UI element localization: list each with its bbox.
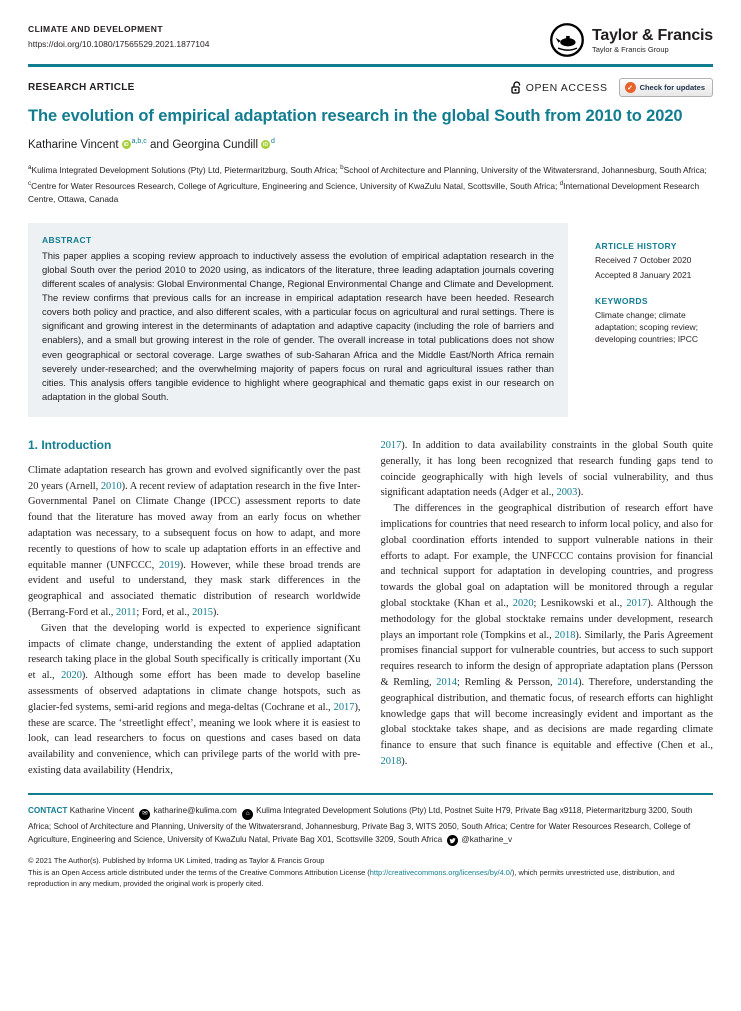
- text-run: Given that the developing world is expected to experience significant impacts of climate change, understanding the extent of applied adaptation research taking place in the global South specifically is critically important (Xu et al.,: [28, 622, 361, 682]
- citation-link[interactable]: 2017: [626, 597, 648, 609]
- building-icon: ⌂: [242, 809, 253, 820]
- text-run: ).: [577, 487, 584, 499]
- contact-block: [28, 804, 713, 847]
- left-column: [28, 438, 361, 779]
- copyright-line1: © 2021 The Author(s). Published by Informa UK Limited, trading as Taylor & Francis Group: [28, 856, 325, 866]
- check-for-updates-label: Check for updates: [639, 83, 705, 92]
- banner-right: [511, 78, 713, 97]
- text-run: ; Lesnikowski et al.,: [533, 597, 627, 609]
- orcid-icon[interactable]: iD: [263, 141, 269, 148]
- publisher-text: [592, 27, 713, 54]
- contact-label: CONTACT: [28, 806, 68, 816]
- text-run: ), which permits unrestricted use, distribution, and reproduction in any medium, provided the original work is properly cited.: [28, 868, 675, 888]
- text-run: The differences in the geographical distribution of research effort have implications for countries that need research to inform local policy, and also for global coordination efforts intended to support vulnerable nations in their efforts to adapt. For example, the UNFCCC contains provision for financial and technical support for adaptation in developing countries, and progress towards the global goal on adaptation will be monitored through a regular global stocktake (Khan et al.,: [380, 503, 713, 609]
- twitter-handle-link[interactable]: @katharine_v: [461, 835, 513, 845]
- text-run: ). Although the methodology for the global stocktake remains under development, research plays an important role (Tompkins et al.,: [380, 597, 713, 641]
- article-history: [595, 241, 713, 282]
- article-type-label: RESEARCH ARTICLE: [28, 82, 135, 93]
- paragraph: [381, 438, 714, 501]
- citation-link[interactable]: 2017: [333, 701, 355, 713]
- keywords: [595, 296, 713, 346]
- paragraph: [28, 463, 361, 621]
- contact-email-link[interactable]: katharine@kulima.com: [153, 806, 237, 816]
- citation-link[interactable]: http://creativecommons.org/licenses/by/4.0/: [369, 868, 512, 878]
- text-run: ; Ford, et al.,: [136, 606, 193, 618]
- citation-link[interactable]: 2003: [556, 487, 578, 499]
- twitter-icon: [447, 835, 458, 846]
- journal-info: [28, 24, 210, 52]
- citation-link[interactable]: 2011: [116, 606, 137, 618]
- author-affil-sups: d: [271, 138, 275, 145]
- copyright-block: [28, 856, 713, 889]
- affiliation-superscript: c: [28, 180, 32, 188]
- publisher-logo: [549, 22, 713, 58]
- authors-joiner: and: [146, 138, 173, 151]
- accepted-date: Accepted 8 January 2021: [595, 270, 692, 281]
- text-run: ). However, while these broad trends are evident and useful to understand, they mask stark differences in the geographical and associated thematic distribution of research worldwide (Berrang-Ford et al.,: [28, 559, 361, 618]
- text-run: Climate adaptation research has grown and evolved significantly over the past 20 years (Arnell,: [28, 464, 361, 492]
- text-run: ; Remling & Persson,: [457, 676, 558, 688]
- doi-link[interactable]: https://doi.org/10.1080/17565529.2021.1877104: [28, 39, 210, 49]
- citation-link[interactable]: 2015: [192, 606, 213, 618]
- journal-name: CLIMATE AND DEVELOPMENT: [28, 24, 164, 34]
- publisher-name: Taylor & Francis: [592, 26, 713, 44]
- affiliation-superscript: a: [28, 163, 32, 171]
- footer-divider: [28, 793, 713, 796]
- publisher-group: Taylor & Francis Group: [592, 44, 669, 54]
- abstract-label: ABSTRACT: [42, 234, 92, 245]
- abstract-text: This paper applies a scoping review approach to inductively assess the evolution of empirical adaptation research in the global South over the period 2010 to 2020 using, as indicators of the literature, three leading adaptation journals covering different scales of analysis: Global Environmental Change, Regional Environmental Change and Climate and Development. The review confirms that previous calls for an increase in empirical adaptation research have been heeded. Research covers both policy and practice, and also different scales, with a particular focus on agricultural and rural settings. There is significant and growing interest in the determinants of adaptation and adaptive capacity (including the role of barriers and enablers), and a small but growing interest in the role of gender. The overall increase in total publications does not show even geographical or sectoral coverage. Large swathes of sub-Saharan Africa and the Middle East/North Africa remain severely under-researched; and the overwhelming majority of papers focus on rural and agricultural issues rather than cities. This analysis offers tangible evidence to highlight where geographical and thematic gaps exist in our research on adaptation in the global South.: [42, 249, 554, 402]
- abstract-box: [28, 223, 568, 417]
- taylor-francis-lamp-icon: [549, 22, 585, 58]
- article-body: [28, 438, 713, 779]
- paragraph: [381, 501, 714, 770]
- text-run: This is an Open Access article distributed under the terms of the Creative Commons Attribution License (: [28, 868, 370, 878]
- author-affil-sups: a,b,c: [131, 138, 147, 145]
- paragraph: [28, 621, 361, 779]
- mail-icon: ✉: [139, 809, 150, 820]
- citation-link[interactable]: 2019: [159, 559, 180, 571]
- citation-link[interactable]: 2018: [554, 629, 576, 641]
- text-run: ), these are scarce. The ‘streetlight effect’, meaning we look where it is easiest to look, can lead researchers to focus on questions and cases based on data availability and convenience, which can privilege parts of the world with pre-existing data availability (Hendrix,: [28, 701, 361, 776]
- contact-address: Kulima Integrated Development Solutions (Pty) Ltd, Postnet Suite H79, Private Bag x9118, Pietermaritzburg 3200, South Africa; School of Architecture and Planning, University of the Witwatersrand, Johannesburg, Private Bag 3, WITS 2050, South Africa; Centre for Water Resources Research, College of Agriculture, Engineering and Science, University of KwaZulu Natal, Private Bag X01, Scottsville 3209, South Africa: [28, 806, 693, 845]
- citation-link[interactable]: 2014: [436, 676, 458, 688]
- section-heading: 1. Introduction: [28, 437, 112, 452]
- right-column: [381, 438, 714, 779]
- abstract-section: [28, 223, 713, 417]
- text-run: Centre for Water Resources Research, College of Agriculture, Engineering and Science, University of KwaZulu Natal, Scottsville, South Africa;: [31, 180, 560, 191]
- banner-row: [28, 78, 713, 97]
- text-run: International Development Research Centre, Ottawa, Canada: [28, 180, 700, 205]
- article-history-label: ARTICLE HISTORY: [595, 240, 677, 251]
- affiliation-superscript: b: [340, 163, 344, 171]
- check-for-updates-button[interactable]: [619, 78, 713, 97]
- author-name: Katharine Vincent: [28, 138, 119, 151]
- citation-link[interactable]: 2018: [380, 755, 402, 767]
- affiliation-superscript: d: [559, 180, 564, 188]
- text-run: ).: [212, 606, 219, 618]
- crossmark-icon: ✓: [625, 82, 636, 93]
- author-name: Georgina Cundill: [172, 138, 259, 151]
- keywords-text: Climate change; climate adaptation; scoping review; developing countries; IPCC: [595, 309, 699, 345]
- text-run: ).: [401, 755, 408, 767]
- citation-link[interactable]: 2020: [61, 670, 82, 682]
- text-run: School of Architecture and Planning, University of the Witwatersrand, Johannesburg, South Africa;: [343, 164, 707, 175]
- orcid-icon[interactable]: iD: [123, 141, 129, 148]
- citation-link[interactable]: 2010: [100, 480, 122, 492]
- keywords-label: KEYWORDS: [595, 295, 648, 306]
- open-access: [511, 81, 608, 95]
- text-run: ). In addition to data availability constraints in the global South quite generally, it has long been recognized that research funding gaps tend to coincide geographically with high levels of social vulnerability, and thus significant adaptation needs (Adger et al.,: [380, 439, 713, 499]
- text-run: ). Therefore, understanding the geographical distribution, and thematic focus, of research efforts can highlight knowledge gaps that will become increasingly evident and important as the global stocktake takes shape, and as decisions are made regarding climate finance to ensure that such finance is equitable and effective (Chen et al.,: [380, 676, 714, 752]
- masthead: [28, 24, 713, 58]
- citation-link[interactable]: 2014: [557, 676, 579, 688]
- citation-link[interactable]: 2020: [512, 597, 534, 609]
- affiliations: [28, 161, 713, 207]
- text-run: ). Similarly, the Paris Agreement promises financial support for vulnerable countries, but access to such support requires research to inform the design of appropriate adaptation plans (Persson & Remling,: [380, 629, 714, 688]
- header-divider: [28, 64, 713, 67]
- citation-link[interactable]: 2017: [380, 439, 402, 451]
- authors-line: [28, 138, 713, 151]
- contact-name: Katharine Vincent: [69, 806, 135, 816]
- copyright-line2: [28, 868, 713, 889]
- page-title: The evolution of empirical adaptation research in the global South from 2010 to 2020: [28, 107, 683, 125]
- text-run: Kulima Integrated Development Solutions (Pty) Ltd, Pietermaritzburg, South Africa;: [31, 164, 341, 175]
- open-access-lock-icon: [511, 81, 521, 95]
- received-date: Received 7 October 2020: [595, 254, 692, 265]
- text-run: ). Although some effort has been made to develop baseline assessments of observed adaptations in climate change hotspots, such as glacier-fed systems, semi-arid regions and mega-deltas (Cochrane et al.,: [28, 670, 361, 713]
- text-run: ). A recent review of adaptation research in the five Inter-Governmental Panel on Climate Change (IPCC) assessment reports to date found that the literature has moved away from an early focus on whether adaptation was necessary, to a subsequent focus on how to adapt, and more recently to questions of how to scale up adaptation efforts in an effective and equitable manner (UNFCCC,: [28, 480, 361, 571]
- open-access-label: OPEN ACCESS: [525, 81, 608, 94]
- article-meta-sidebar: [595, 223, 713, 417]
